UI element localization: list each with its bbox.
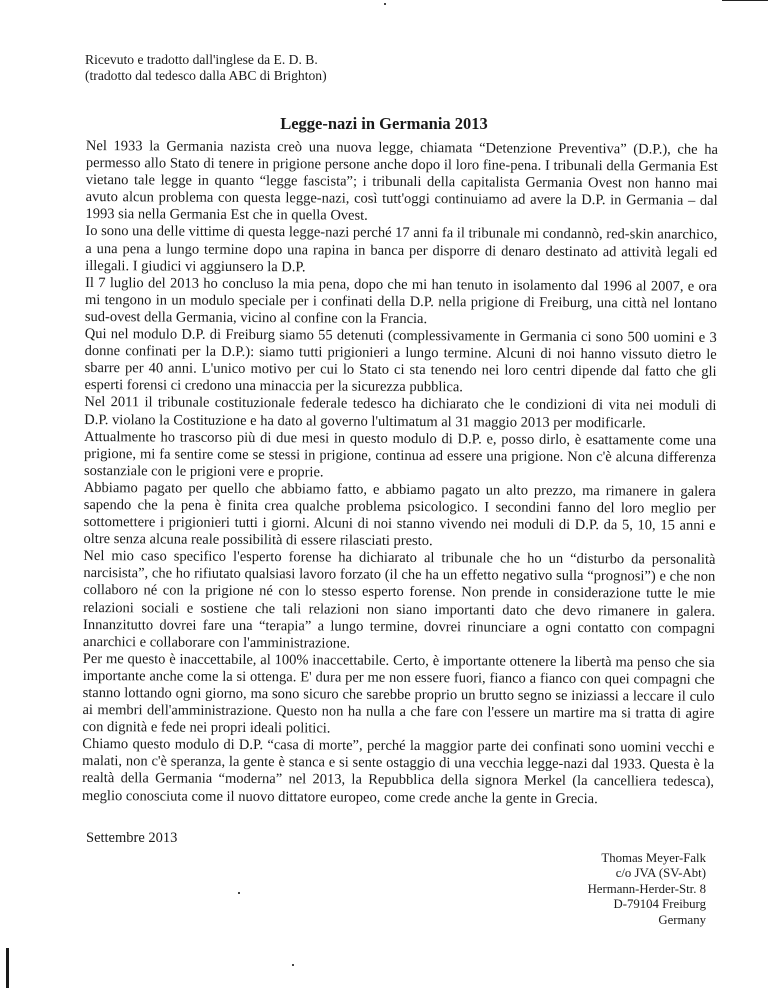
paragraph: Attualmente ho trascorso più di due mesi in questo modulo di D.P. e, posso dirlo, è esattamente come una prigione, mi fa sentire come se stessi in prigione, continua ad essere una prigione. Non c'è alcuna differenza sostanziale con le prigioni vere e proprie. <box>83 428 717 481</box>
paragraph: Nel 2011 il tribunale costituzionale federale tedesco ha dichiarato che le condizioni di vita nei moduli di D.P. violano la Costituzione e ha dato al governo l'ultimatum al 31 maggio 2013 per modificarle. <box>84 394 717 431</box>
address-line: Germany <box>658 912 706 927</box>
paragraph: Il 7 luglio del 2013 ho concluso la mia pena, dopo che mi han tenuto in isolamento dal 1996 al 2007, e ora mi tengono in un modulo speciale per i confinati della D.P. nella prigione di Freiburg, una città nel lontano sud-ovest della Germania, vicino al confine con la Francia. <box>84 274 718 328</box>
paragraph: Nel mio caso specifico l'esperto forense ha dichiarato al tribunale che ho un “disturbo da personalità narcisista”, che ho rifiutato qualsiasi lavoro forzato (il che ha un effetto negativo sulla “prognosi”) e che non collaboro né con la prigione né con lo stesso esperto forense. Non prende in considerazione tutte le mie relazioni sociali e sostiene che tali relazioni non siano importanti dato che devo rimanere in galera. Innanzitutto dovrei fare una “terapia” a lungo termine, dovrei rinunciare a ogni contatto con compagni anarchici e collaborare con l'amministrazione. <box>82 548 716 652</box>
paragraph: Per me questo è inaccettabile, al 100% inaccettabile. Certo, è importante ottenere la libertà ma penso che sia importante anche come la si ottenga. E' dura per me non essere fuori, fianco a fianco con quei compagni che stanno lottando ogni giorno, ma sono sicuro che sarebbe proprio un brutto segno se iniziassi a leccare il culo ai membri dell'amministrazione. Questo non ha nulla a che fare con l'essere un martire ma si tratta di agire con dignità e fede nei propri ideali politici. <box>82 650 715 737</box>
sender-address <box>588 851 706 928</box>
translation-note <box>85 52 327 84</box>
scan-speck <box>292 964 294 966</box>
address-line: c/o JVA (SV-Abt) <box>615 866 706 881</box>
translation-note-line: Ricevuto e tradotto dall'inglese da E. D. B. <box>85 52 318 67</box>
address-line: Thomas Meyer-Falk <box>601 851 706 865</box>
document-title: Legge-nazi in Germania 2013 <box>280 114 488 133</box>
paragraph: Chiamo questo modulo di D.P. “casa di morte”, perché la maggior parte dei confinati sono uomini vecchi e malati, non c'è speranza, la gente è stanca e si sente ostaggio di una vecchia legge-nazi dal 1933. Questa è la realtà della Germania “moderna” nel 2013, la Repubblica della signora Merkel (la cancelliera tedesca), meglio conosciuta come il nuovo dittatore europeo, come crede anche la gente in Grecia. <box>81 736 715 807</box>
article-body <box>82 138 718 809</box>
paragraph: Nel 1933 la Germania nazista creò una nuova legge, chiamata “Detenzione Preventiva” (D.P.), che ha permesso allo Stato di tenere in prigione persone anche dopo il loro fine-pena. I tribunali della Germania Est vietano tale legge in quanto “legge fascista”; i tribunali della capitalista Germania Ovest non hanno mai avuto alcun problema con questa legge-nazi, così tutt'oggi continuiamo ad avere la D.P. in Germania – dal 1993 sia nella Germania Est che in quella Ovest. <box>85 138 718 225</box>
scan-corner-mark <box>722 0 768 7</box>
document-date: Settembre 2013 <box>86 830 178 846</box>
paragraph: Io sono una delle vittime di questa legge-nazi perché 17 anni fa il tribunale mi condannò, red-skin anarchico, a una pena a lungo termine dopo una rapina in banca per disporre di denaro destinato ad attività legali ed illegali. I giudici vi aggiunsero la D.P. <box>85 223 718 275</box>
translation-note-line: (tradotto dal tedesco dalla ABC di Brighton) <box>85 68 327 83</box>
address-line: Hermann-Herder-Str. 8 <box>587 881 706 896</box>
scan-edge-mark <box>6 948 9 988</box>
paragraph: Qui nel modulo D.P. di Freiburg siamo 55 detenuti (complessivamente in Germania ci sono 500 uomini e 3 donne confinati per la D.P.): siamo tutti prigionieri a lungo termine. Alcuni di noi hanno vissuto dietro le sbarre per 40 anni. L'unico motivo per cui lo Stato ci sta tenendo nei loro centri dipende dal fatto che gli esperti forensi ci credono una minaccia per la sicurezza pubblica. <box>84 326 717 396</box>
paragraph: Abbiamo pagato per quello che abbiamo fatto, e abbiamo pagato un alto prezzo, ma rimanere in galera sapendo che la pena è finita crea qualche problema psicologico. I secondini fanno del loro meglio per sottomettere i prigionieri tutti i giorni. Alcuni di noi stanno vivendo nei moduli di D.P. da 5, 10, 15 anni e oltre senza alcuna reale possibilità di essere rilasciati presto. <box>83 479 716 550</box>
scan-speck <box>238 892 240 894</box>
address-line: D-79104 Freiburg <box>613 897 706 912</box>
scan-speck <box>384 3 386 5</box>
